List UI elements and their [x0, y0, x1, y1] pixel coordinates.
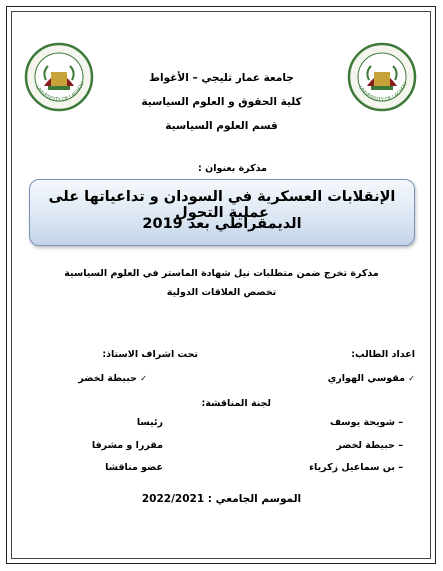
- check-icon: ✓: [140, 374, 147, 383]
- check-icon: ✓: [408, 374, 415, 383]
- committee-member-role: مقررا و مشرفا: [91, 440, 163, 451]
- university-name: جامعة عمار ثليجي – الأغواط: [149, 72, 294, 84]
- degree-line: مذكرة تخرج ضمن متطلبات نيل شهادة الماستر في العلوم السياسية: [64, 268, 379, 279]
- svg-text:UNIVERSITY OF LAGHOUAT: UNIVERSITY OF LAGHOU: [357, 81, 409, 103]
- committee-member-role: عضو مناقشا: [105, 462, 163, 473]
- thesis-title-line2: الديمقراطي بعد 2019: [142, 216, 302, 232]
- svg-text:UNIVERSITY OF LAGHOUAT: UNIVERSITY OF LAGHOU: [34, 81, 86, 103]
- specialty-line: تخصص العلاقات الدولية: [166, 287, 277, 298]
- supervisor-name: ✓ حبيطة لخضر: [78, 373, 147, 384]
- memo-label: مذكرة بعنوان :: [198, 163, 267, 174]
- department-name: قسم العلوم السياسية: [165, 120, 278, 132]
- supervisor-label: تحت اشراف الاستاذ:: [102, 349, 198, 360]
- committee-member-name: – شويحة يوسف: [329, 417, 403, 428]
- thesis-title-line1: الإنقلابات العسكرية في السودان و تداعياتها على عملية التحول: [48, 189, 396, 221]
- academic-year: الموسم الجامعي : 2022/2021: [141, 493, 302, 505]
- student-label: اعداد الطالب:: [351, 349, 415, 360]
- student-name: ✓ مقوسي الهواري: [327, 373, 415, 384]
- committee-member-name: – حبيطة لخضر: [336, 440, 403, 451]
- title-box: [29, 179, 415, 246]
- faculty-name: كلية الحقوق و العلوم السياسية: [141, 96, 302, 108]
- committee-label: لجنة المناقشة:: [201, 398, 271, 409]
- committee-member-role: رئيسا: [136, 417, 163, 428]
- committee-member-name: – بن سماعيل زكرياء: [309, 462, 403, 473]
